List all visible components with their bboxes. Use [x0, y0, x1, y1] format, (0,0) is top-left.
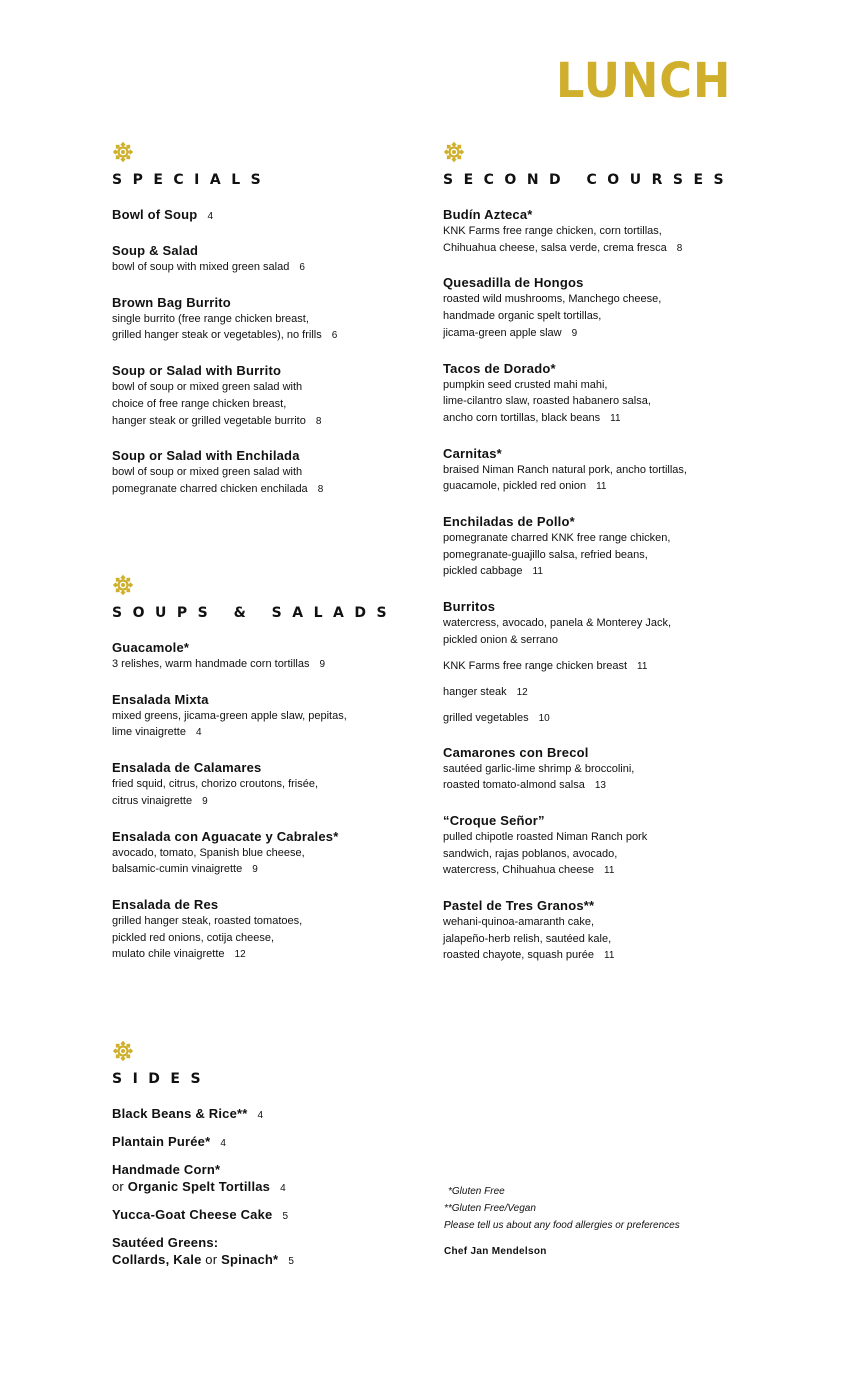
item-price: 11 — [596, 481, 607, 493]
item-description — [443, 761, 734, 778]
item-price: 13 — [594, 780, 606, 792]
item-name-text: Carnitas* — [443, 445, 502, 461]
item-description — [443, 462, 734, 479]
side-price: 4 — [280, 1183, 286, 1194]
menu-item — [112, 759, 397, 810]
item-name-text: Brown Bag Burrito — [112, 294, 231, 310]
item-name — [112, 896, 397, 913]
side-item-text: Spinach* — [221, 1252, 279, 1267]
menu-item — [112, 639, 397, 674]
item-description — [443, 829, 734, 846]
item-description — [443, 291, 734, 308]
side-item-text: Organic Spelt Tortillas — [127, 1179, 271, 1194]
soups-salads-section — [112, 574, 397, 981]
menu-item — [443, 812, 734, 880]
description-text: braised Niman Ranch natural pork, ancho tortillas, — [443, 463, 687, 476]
menu-item — [443, 360, 734, 428]
item-name-text: Bowl of Soup — [112, 207, 198, 222]
description-text: roasted wild mushrooms, Manchego cheese, — [443, 293, 662, 306]
side-item — [112, 1206, 294, 1225]
side-item — [112, 1105, 294, 1124]
side-price: 5 — [282, 1211, 289, 1222]
item-description — [443, 615, 734, 632]
side-item-line — [112, 1206, 294, 1225]
option-label: KNK Farms free range chicken breast — [443, 659, 628, 672]
item-name — [112, 639, 397, 656]
item-price: 6 — [299, 262, 305, 273]
description-text: pomegranate charred KNK free range chicken, — [443, 532, 671, 545]
item-description — [443, 478, 734, 496]
description-text: mulato chile vinaigrette — [112, 948, 225, 961]
item-description — [443, 240, 734, 258]
description-text: grilled hanger steak, roasted tomatoes, — [112, 914, 303, 927]
description-text: sandwich, rajas poblanos, avocado, — [443, 847, 618, 860]
specials-section — [112, 141, 337, 516]
chef-credit: Chef Jan Mendelson — [444, 1246, 547, 1257]
description-text: 3 relishes, warm handmade corn tortillas — [112, 658, 310, 670]
item-name-text: Ensalada Mixta — [112, 691, 209, 707]
section-heading: SPECIALS — [112, 172, 272, 188]
description-text: lime vinaigrette — [112, 726, 186, 739]
menu-item — [443, 744, 734, 795]
item-name-text: Ensalada de Res — [112, 896, 219, 912]
item-name — [443, 445, 734, 462]
item-price: 9 — [571, 327, 578, 339]
side-item-text: or — [112, 1179, 128, 1194]
item-description — [112, 776, 397, 793]
sun-medallion-icon — [443, 141, 465, 163]
burrito-option — [443, 684, 734, 701]
description-text: pickled onion & serrano — [443, 633, 558, 646]
item-description — [112, 259, 337, 277]
menu-list — [112, 206, 337, 499]
menu-item — [112, 828, 397, 879]
description-text: fried squid, citrus, chorizo croutons, frisée, — [112, 778, 319, 791]
side-item — [112, 1234, 294, 1270]
description-text: watercress, Chihuahua cheese — [443, 864, 595, 877]
menu-item — [112, 242, 337, 277]
side-price: 4 — [257, 1110, 264, 1121]
section-heading: SOUPS & SALADS — [112, 605, 398, 621]
item-name-text: Burritos — [443, 599, 496, 615]
description-text: mixed greens, jicama-green apple slaw, pepitas, — [112, 709, 347, 722]
description-text: single burrito (free range chicken breast, — [112, 312, 309, 325]
item-name — [443, 598, 734, 615]
side-price: 5 — [288, 1256, 295, 1267]
menu-item — [112, 206, 337, 225]
item-name — [443, 206, 734, 223]
item-name — [112, 206, 337, 225]
menu-item — [112, 691, 397, 742]
item-description — [443, 223, 734, 240]
burrito-option — [443, 658, 734, 675]
item-name-text: Soup & Salad — [112, 243, 199, 258]
item-description — [112, 930, 397, 947]
item-description — [112, 861, 397, 879]
item-description — [443, 393, 734, 410]
item-name — [443, 274, 734, 291]
option-price: 10 — [538, 712, 550, 724]
item-description — [112, 311, 337, 328]
item-price: 9 — [252, 864, 258, 876]
item-name-text: Camarones con Brecol — [443, 744, 589, 760]
item-name — [112, 447, 337, 464]
description-text: watercress, avocado, panela & Monterey Jack, — [443, 617, 672, 630]
item-name-text: Ensalada de Calamares — [112, 760, 262, 776]
item-price: 6 — [331, 330, 338, 342]
menu-list — [443, 206, 734, 965]
item-description — [112, 946, 397, 964]
description-text: jalapeño-herb relish, sautéed kale, — [443, 932, 612, 945]
item-description — [443, 410, 734, 428]
item-description — [443, 308, 734, 325]
menu-list — [112, 639, 397, 964]
description-text: KNK Farms free range chicken, corn tortillas, — [443, 225, 662, 237]
side-item-line — [112, 1234, 294, 1251]
item-name — [443, 812, 734, 829]
item-name — [112, 759, 397, 776]
description-text: bowl of soup with mixed green salad — [112, 261, 290, 273]
description-text: pumpkin seed crusted mahi mahi, — [443, 378, 608, 391]
item-name-text: Quesadilla de Hongos — [443, 275, 584, 291]
menu-item — [443, 897, 734, 965]
item-name-text: “Croque Señor” — [443, 812, 545, 828]
second-courses-section — [443, 141, 734, 982]
description-text: pomegranate charred chicken enchilada — [112, 482, 308, 495]
side-item-text: Collards, Kale — [112, 1252, 202, 1267]
item-description — [112, 913, 397, 930]
item-name — [112, 242, 337, 259]
description-text: grilled hanger steak or vegetables), no frills — [112, 329, 322, 342]
menu-item — [443, 513, 734, 581]
item-name — [443, 360, 734, 377]
item-description — [112, 396, 337, 413]
description-text: guacamole, pickled red onion — [443, 480, 587, 493]
item-description — [443, 862, 734, 880]
description-text: lime-cilantro slaw, roasted habanero salsa, — [443, 395, 651, 408]
item-price: 12 — [234, 949, 246, 961]
menu-item — [112, 447, 337, 498]
item-name-text: Budín Azteca* — [443, 207, 533, 222]
item-price: 11 — [610, 412, 621, 424]
description-text: pickled red onions, cotija cheese, — [112, 931, 275, 944]
description-text: avocado, tomato, Spanish blue cheese, — [112, 846, 305, 859]
item-description — [112, 708, 397, 725]
side-item-line — [112, 1178, 294, 1197]
item-price: 4 — [207, 211, 214, 222]
item-description — [443, 777, 734, 795]
item-name — [443, 897, 734, 914]
item-description — [443, 377, 734, 394]
item-description — [443, 530, 734, 547]
side-item-text: or — [201, 1252, 222, 1267]
item-price: 9 — [202, 795, 208, 807]
item-price: 9 — [319, 659, 326, 670]
description-text: sautéed garlic-lime shrimp & broccolini, — [443, 762, 635, 775]
description-text: balsamic-cumin vinaigrette — [112, 863, 243, 876]
side-price: 4 — [220, 1138, 227, 1149]
menu-item — [443, 274, 734, 342]
sides-section — [112, 1040, 294, 1279]
gluten-free-vegan-note: **Gluten Free/Vegan — [444, 1203, 536, 1214]
item-description — [443, 563, 734, 581]
section-heading: SIDES — [112, 1071, 212, 1087]
side-item-line — [112, 1133, 294, 1152]
item-price: 11 — [604, 865, 615, 877]
menu-item — [443, 598, 734, 726]
item-description — [112, 481, 337, 499]
description-text: hanger steak or grilled vegetable burrito — [112, 414, 306, 427]
description-text: roasted tomato-almond salsa — [443, 779, 585, 792]
side-item-text: Black Beans & Rice** — [112, 1106, 248, 1121]
item-description — [112, 327, 337, 345]
description-text: pickled cabbage — [443, 565, 523, 578]
item-description — [112, 464, 337, 481]
item-description — [443, 947, 734, 965]
item-name-text: Soup or Salad with Enchilada — [112, 448, 300, 464]
section-heading: SECOND COURSES — [443, 172, 735, 188]
item-name-text: Pastel de Tres Granos** — [443, 898, 595, 914]
item-price: 11 — [532, 566, 543, 578]
sun-medallion-icon — [112, 574, 134, 596]
item-description — [443, 846, 734, 863]
side-item — [112, 1161, 294, 1197]
item-description — [443, 632, 734, 649]
item-price: 8 — [676, 242, 683, 254]
description-text: citrus vinaigrette — [112, 794, 193, 807]
description-text: jicama-green apple slaw — [443, 326, 562, 339]
sun-medallion-icon — [112, 141, 134, 163]
description-text: wehani-quinoa-amaranth cake, — [443, 916, 595, 929]
item-name — [112, 828, 397, 845]
menu-item — [112, 896, 397, 964]
item-price: 11 — [604, 950, 615, 962]
item-name — [112, 691, 397, 708]
option-price: 11 — [637, 660, 648, 672]
description-text: pomegranate-guajillo salsa, refried beans, — [443, 548, 648, 561]
item-description — [443, 547, 734, 564]
item-price: 8 — [317, 483, 324, 495]
menu-item — [443, 206, 734, 257]
item-description — [443, 914, 734, 931]
description-text: pulled chipotle roasted Niman Ranch pork — [443, 830, 648, 843]
item-description — [112, 379, 337, 396]
menu-item — [112, 294, 337, 345]
item-description — [112, 656, 397, 674]
description-text: handmade organic spelt tortillas, — [443, 310, 602, 323]
item-description — [443, 931, 734, 948]
side-item-text: Plantain Purée* — [112, 1134, 211, 1149]
item-description — [112, 724, 397, 742]
gluten-free-note: *Gluten Free — [448, 1186, 505, 1197]
side-item — [112, 1133, 294, 1152]
description-text: bowl of soup or mixed green salad with — [112, 466, 303, 479]
item-description — [443, 325, 734, 343]
menu-item — [443, 445, 734, 496]
description-text: roasted chayote, squash purée — [443, 949, 595, 962]
sides-list — [112, 1105, 294, 1270]
description-text: choice of free range chicken breast, — [112, 397, 287, 410]
item-name-text: Guacamole* — [112, 640, 190, 655]
allergy-note: Please tell us about any food allergies or preferences — [444, 1220, 680, 1231]
item-name-text: Ensalada con Aguacate y Cabrales* — [112, 828, 339, 844]
menu-item — [112, 362, 337, 430]
item-name — [443, 513, 734, 530]
side-item-text: Yucca-Goat Cheese Cake — [112, 1207, 273, 1222]
sun-medallion-icon — [112, 1040, 134, 1062]
item-name — [443, 744, 734, 761]
side-item-line — [112, 1251, 294, 1270]
description-text: ancho corn tortillas, black beans — [443, 411, 601, 424]
option-label: grilled vegetables — [443, 711, 529, 724]
burrito-option — [443, 710, 734, 727]
item-name-text: Tacos de Dorado* — [443, 360, 556, 376]
description-text: Chihuahua cheese, salsa verde, crema fresca — [443, 241, 667, 254]
item-description — [112, 413, 337, 431]
item-price: 4 — [195, 727, 202, 739]
item-description — [112, 793, 397, 811]
option-price: 12 — [516, 686, 528, 698]
side-item-line — [112, 1161, 294, 1178]
description-text: bowl of soup or mixed green salad with — [112, 381, 303, 394]
item-price: 8 — [315, 415, 322, 427]
side-item-line — [112, 1105, 294, 1124]
option-label: hanger steak — [443, 685, 507, 698]
page-title: LUNCH — [556, 53, 732, 109]
item-name — [112, 362, 337, 379]
item-name-text: Soup or Salad with Burrito — [112, 363, 282, 379]
side-item-text: Sautéed Greens: — [112, 1235, 219, 1250]
item-name — [112, 294, 337, 311]
item-description — [112, 845, 397, 862]
side-item-text: Handmade Corn* — [112, 1162, 221, 1177]
dietary-notes — [444, 1183, 680, 1234]
item-name-text: Enchiladas de Pollo* — [443, 514, 575, 530]
